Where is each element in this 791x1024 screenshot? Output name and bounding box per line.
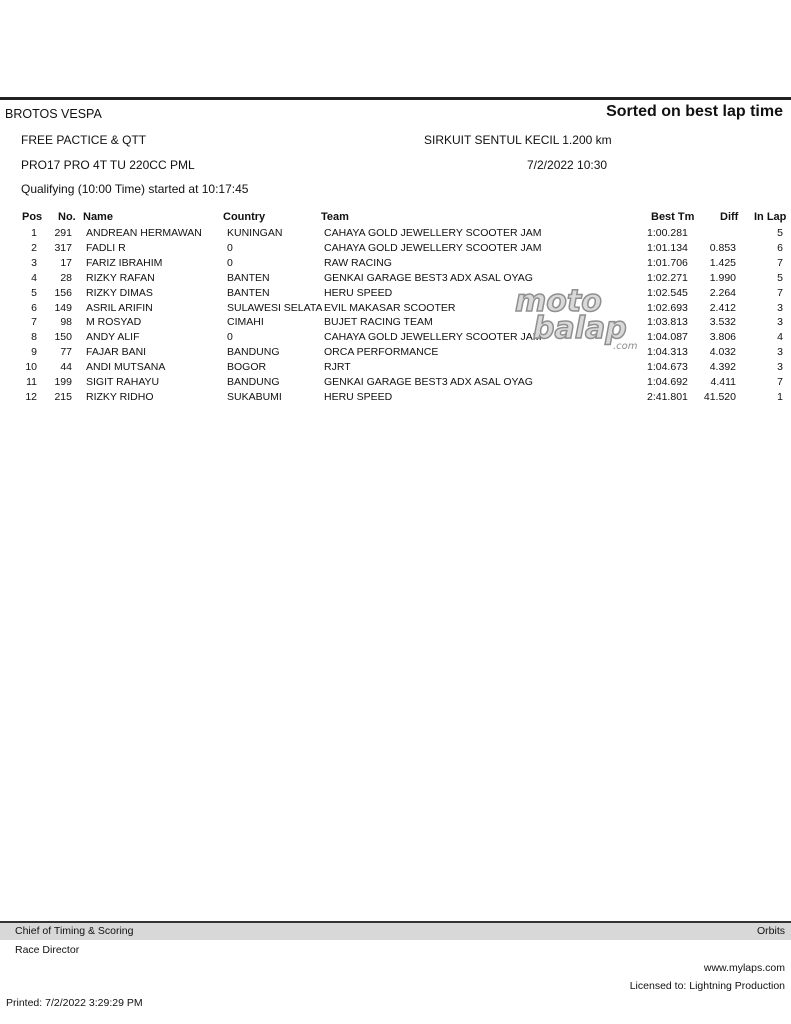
- session-datetime: 7/2/2022 10:30: [527, 158, 608, 172]
- cell-diff: 4.032: [709, 346, 736, 359]
- sort-title: Sorted on best lap time: [606, 103, 783, 120]
- cell-country: KUNINGAN: [227, 227, 283, 239]
- cell-team: RAW RACING: [324, 256, 392, 269]
- header-rule: [0, 97, 791, 100]
- cell-diff: 1.425: [709, 256, 736, 269]
- cell-inlap: 7: [777, 286, 783, 299]
- cell-best: 1:01.134: [647, 241, 688, 254]
- cell-name: SIGIT RAHAYU: [86, 376, 160, 388]
- cell-best: 2:41.801: [647, 390, 688, 403]
- cell-best: 1:04.087: [647, 331, 688, 344]
- cell-name: FARIZ IBRAHIM: [86, 256, 163, 269]
- col-header-best: Best Tm: [651, 211, 695, 223]
- cell-inlap: 3: [777, 316, 783, 329]
- cell-no: 17: [60, 256, 72, 269]
- event-name: BROTOS VESPA: [5, 107, 102, 121]
- motobalap-watermark-logo: [513, 283, 648, 355]
- cell-best: 1:02.693: [647, 301, 688, 314]
- cell-name: ANDY ALIF: [86, 331, 140, 344]
- cell-inlap: 7: [777, 376, 783, 388]
- cell-name: FADLI R: [86, 241, 126, 254]
- cell-team: ORCA PERFORMANCE: [324, 346, 439, 359]
- cell-best: 1:04.313: [647, 346, 688, 359]
- session-name: FREE PACTICE & QTT: [21, 133, 147, 147]
- cell-pos: 1: [31, 227, 37, 239]
- cell-team: CAHAYA GOLD JEWELLERY SCOOTER JAM: [324, 241, 542, 254]
- col-header-pos: Pos: [22, 211, 43, 223]
- cell-name: RIZKY RIDHO: [86, 390, 154, 403]
- cell-inlap: 5: [777, 227, 783, 239]
- chief-of-timing-label: Chief of Timing & Scoring: [15, 925, 134, 937]
- cell-no: 199: [54, 376, 72, 388]
- cell-pos: 5: [31, 286, 37, 299]
- cell-best: 1:04.673: [647, 361, 688, 374]
- cell-country: 0: [227, 256, 233, 269]
- cell-best: 1:02.545: [647, 286, 688, 299]
- col-header-no: No.: [58, 211, 76, 223]
- cell-pos: 12: [25, 390, 37, 403]
- col-header-diff: Diff: [720, 211, 739, 223]
- qualifying-info: Qualifying (10:00 Time) started at 10:17:45: [21, 182, 249, 196]
- cell-name: ANDI MUTSANA: [86, 361, 166, 374]
- cell-pos: 7: [31, 316, 37, 329]
- website-link[interactable]: www.mylaps.com: [703, 962, 785, 974]
- cell-no: 98: [60, 316, 72, 329]
- cell-best: 1:00.281: [647, 227, 688, 239]
- cell-no: 28: [60, 271, 72, 284]
- cell-team: BUJET RACING TEAM: [324, 316, 433, 329]
- watermark-line-1: moto: [515, 284, 602, 319]
- cell-name: RIZKY RAFAN: [86, 271, 155, 284]
- cell-team: RJRT: [324, 361, 351, 374]
- cell-pos: 9: [31, 346, 37, 359]
- cell-name: FAJAR BANI: [86, 346, 147, 359]
- cell-pos: 8: [31, 331, 37, 344]
- cell-diff: 3.806: [709, 331, 736, 344]
- class-name: PRO17 PRO 4T TU 220CC PML: [21, 158, 195, 172]
- cell-team: HERU SPEED: [324, 390, 393, 403]
- cell-diff: 0.853: [709, 241, 736, 254]
- cell-team: EVIL MAKASAR SCOOTER: [324, 301, 456, 314]
- cell-inlap: 6: [777, 241, 783, 254]
- cell-name: ASRIL ARIFIN: [86, 301, 153, 314]
- cell-name: ANDREAN HERMAWAN: [86, 227, 202, 239]
- cell-pos: 2: [31, 241, 37, 254]
- cell-inlap: 4: [777, 331, 783, 344]
- cell-no: 44: [60, 361, 72, 374]
- cell-name: RIZKY DIMAS: [86, 286, 153, 299]
- cell-inlap: 3: [777, 361, 783, 374]
- col-header-country: Country: [223, 211, 266, 223]
- race-director-label: Race Director: [15, 944, 80, 956]
- cell-country: BANDUNG: [227, 346, 280, 359]
- cell-diff: 1.990: [709, 271, 736, 284]
- col-header-team: Team: [321, 211, 349, 223]
- watermark-line-2: balap: [533, 311, 627, 346]
- cell-pos: 11: [26, 376, 37, 388]
- cell-name: M ROSYAD: [86, 316, 142, 329]
- cell-best: 1:02.271: [647, 271, 688, 284]
- cell-inlap: 5: [777, 271, 783, 284]
- cell-team: HERU SPEED: [324, 286, 393, 299]
- cell-country: 0: [227, 331, 233, 344]
- cell-diff: 2.412: [709, 301, 736, 314]
- cell-country: BANTEN: [227, 286, 270, 299]
- cell-team: GENKAI GARAGE BEST3 ADX ASAL OYAG: [324, 271, 533, 284]
- cell-no: 150: [54, 331, 72, 344]
- cell-diff: 3.532: [709, 316, 736, 329]
- cell-country: BOGOR: [227, 361, 267, 374]
- circuit-name: SIRKUIT SENTUL KECIL 1.200 km: [424, 133, 612, 147]
- cell-team: GENKAI GARAGE BEST3 ADX ASAL OYAG: [324, 376, 533, 388]
- cell-no: 215: [54, 390, 72, 403]
- cell-inlap: 1: [777, 390, 783, 403]
- orbits-label: Orbits: [756, 925, 785, 937]
- cell-inlap: 3: [777, 346, 783, 359]
- col-header-inlap: In Lap: [754, 211, 787, 223]
- cell-team: CAHAYA GOLD JEWELLERY SCOOTER JAM: [324, 227, 542, 239]
- cell-team: CAHAYA GOLD JEWELLERY SCOOTER JAM: [324, 331, 542, 344]
- col-header-name: Name: [83, 211, 113, 223]
- cell-pos: 4: [31, 271, 37, 284]
- cell-best: 1:04.692: [647, 376, 688, 388]
- license-info: Licensed to: Lightning Production: [629, 980, 785, 992]
- cell-no: 149: [54, 301, 72, 314]
- cell-no: 77: [60, 346, 72, 359]
- cell-country: SUKABUMI: [227, 390, 282, 403]
- watermark-suffix: .com: [613, 341, 638, 352]
- cell-pos: 10: [25, 361, 37, 374]
- cell-best: 1:01.706: [647, 256, 688, 269]
- cell-country: CIMAHI: [227, 316, 264, 329]
- cell-country: SULAWESI SELATA: [227, 301, 322, 314]
- cell-pos: 6: [31, 301, 37, 314]
- cell-no: 317: [54, 241, 72, 254]
- cell-diff: 2.264: [709, 286, 736, 299]
- cell-no: 291: [54, 227, 72, 239]
- cell-country: BANDUNG: [227, 376, 280, 388]
- cell-no: 156: [54, 286, 72, 299]
- cell-diff: 4.411: [710, 376, 736, 388]
- printed-timestamp: Printed: 7/2/2022 3:29:29 PM: [6, 997, 143, 1009]
- cell-inlap: 3: [777, 301, 783, 314]
- cell-inlap: 7: [777, 256, 783, 269]
- cell-diff: 41.520: [703, 390, 736, 403]
- cell-country: 0: [227, 241, 233, 254]
- cell-pos: 3: [31, 256, 37, 269]
- cell-country: BANTEN: [227, 271, 270, 284]
- cell-diff: 4.392: [709, 361, 736, 374]
- cell-best: 1:03.813: [647, 316, 688, 329]
